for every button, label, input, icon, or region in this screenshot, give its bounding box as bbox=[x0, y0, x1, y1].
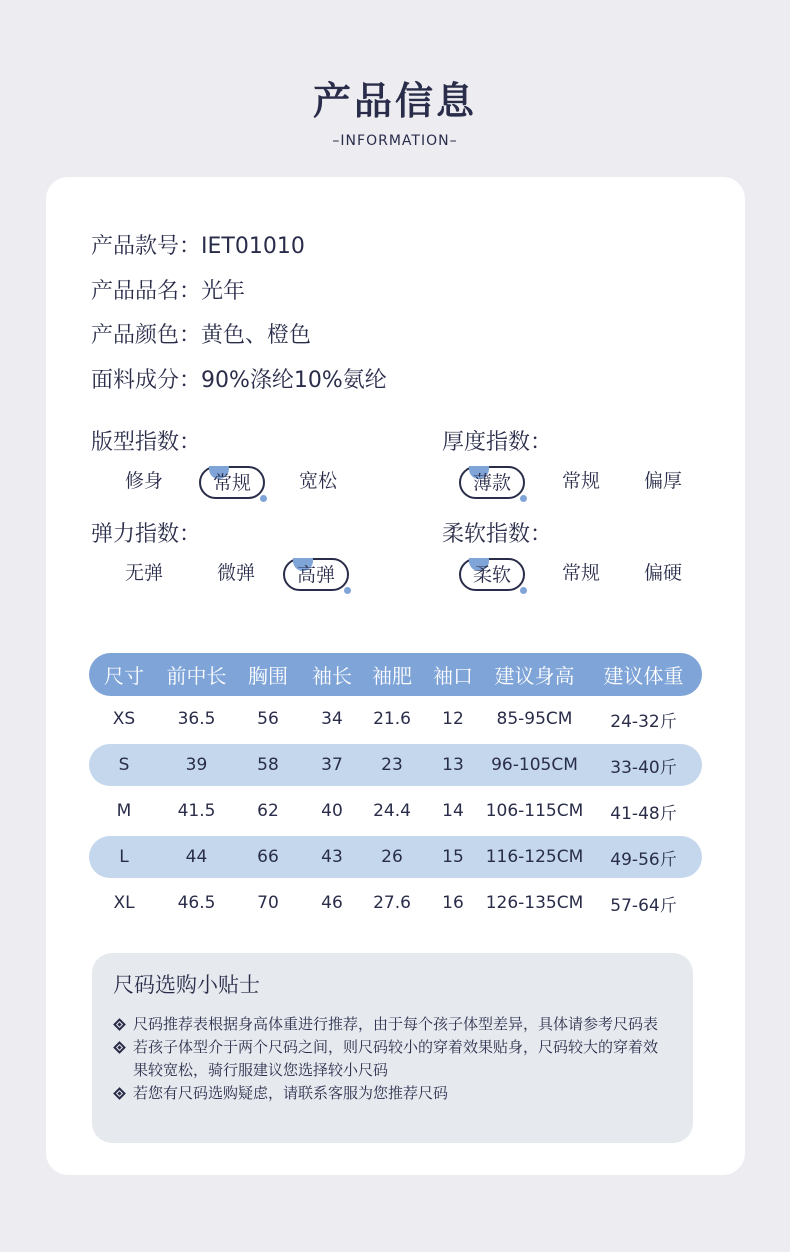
table-cell: 40 bbox=[321, 801, 343, 821]
table-cell: 34 bbox=[321, 709, 343, 729]
header-chest: 胸围 bbox=[248, 664, 288, 688]
tip-item bbox=[113, 1082, 673, 1105]
diamond-bullet-icon bbox=[113, 1082, 133, 1105]
diamond-bullet-icon bbox=[113, 1013, 133, 1036]
table-cell: 70 bbox=[257, 893, 279, 913]
table-cell: 43 bbox=[321, 847, 343, 867]
product-name: 产品品名：光年 bbox=[91, 278, 246, 304]
page-title: 产品信息 bbox=[312, 79, 477, 123]
table-cell: 37 bbox=[321, 755, 343, 775]
table-row bbox=[89, 788, 702, 834]
elastic-option-slight: 微弹 bbox=[216, 562, 255, 584]
thickness-option-thick: 偏厚 bbox=[643, 470, 682, 492]
softness-option-soft-selected: 柔软 bbox=[459, 558, 525, 591]
table-cell: 106-115CM bbox=[485, 801, 584, 821]
table-cell: 24-32斤 bbox=[610, 711, 677, 732]
table-cell: 126-135CM bbox=[485, 893, 584, 913]
fit-index bbox=[91, 425, 411, 506]
tip-text: 若孩子体型介于两个尺码之间，则尺码较小的穿着效果贴身，尺码较大的穿着效果较宽松，骑行服建议您选择较小尺码 bbox=[133, 1038, 659, 1079]
diamond-bullet-icon bbox=[113, 1036, 133, 1082]
table-cell: 41.5 bbox=[177, 801, 216, 821]
header-height: 建议身高 bbox=[494, 664, 575, 688]
elastic-index-options bbox=[91, 558, 411, 598]
table-cell: 62 bbox=[257, 801, 279, 821]
fit-option-regular-selected: 常规 bbox=[199, 466, 265, 499]
fit-option-slim: 修身 bbox=[124, 470, 163, 492]
table-cell: 58 bbox=[257, 755, 279, 775]
table-cell: 13 bbox=[442, 755, 464, 775]
page-subtitle: –INFORMATION– bbox=[332, 133, 458, 149]
elastic-option-none: 无弹 bbox=[124, 562, 163, 584]
fit-index-options bbox=[91, 466, 411, 506]
header-front-length: 前中长 bbox=[166, 664, 227, 688]
header-sleeve-length: 袖长 bbox=[312, 664, 352, 688]
table-row bbox=[89, 744, 702, 786]
tips-title: 尺码选购小贴士 bbox=[113, 973, 260, 997]
table-cell: 36.5 bbox=[177, 709, 216, 729]
product-code: 产品款号：IET01010 bbox=[91, 234, 305, 259]
tip-item bbox=[113, 1013, 673, 1036]
table-cell: 85-95CM bbox=[496, 709, 573, 729]
table-cell: S bbox=[118, 755, 130, 775]
elastic-index bbox=[91, 517, 411, 598]
product-info bbox=[91, 225, 387, 403]
table-cell: 96-105CM bbox=[491, 755, 578, 775]
softness-index bbox=[442, 517, 762, 598]
softness-option-regular: 常规 bbox=[561, 562, 600, 584]
table-row bbox=[89, 696, 702, 742]
tip-text: 尺码推荐表根据身高体重进行推荐，由于每个孩子体型差异，具体请参考尺码表 bbox=[133, 1015, 659, 1033]
thickness-option-thin-selected: 薄款 bbox=[459, 466, 525, 499]
tip-item bbox=[113, 1036, 673, 1082]
table-cell: 23 bbox=[381, 755, 403, 775]
header-size: 尺寸 bbox=[104, 664, 144, 688]
table-row bbox=[89, 836, 702, 878]
table-cell: 56 bbox=[257, 709, 279, 729]
thickness-index bbox=[442, 425, 762, 506]
softness-index-options bbox=[442, 558, 762, 598]
table-cell: 116-125CM bbox=[485, 847, 584, 867]
table-cell: 44 bbox=[185, 847, 208, 867]
table-cell: 14 bbox=[442, 801, 464, 821]
tip-text: 若您有尺码选购疑虑，请联系客服为您推荐尺码 bbox=[133, 1084, 449, 1102]
fit-index-label: 版型指数： bbox=[91, 430, 202, 455]
page-header bbox=[0, 70, 790, 149]
table-cell: 15 bbox=[442, 847, 464, 867]
table-cell: 46.5 bbox=[177, 893, 216, 913]
size-table-header bbox=[89, 653, 702, 696]
softness-index-label: 柔软指数： bbox=[442, 522, 553, 547]
product-color: 产品颜色：黄色、橙色 bbox=[91, 323, 312, 348]
table-cell: L bbox=[119, 847, 129, 867]
table-cell: 26 bbox=[381, 847, 403, 867]
fabric-composition: 面料成分：90%涤纶10%氨纶 bbox=[91, 367, 387, 393]
softness-option-hard: 偏硬 bbox=[643, 562, 682, 584]
size-tips bbox=[92, 953, 693, 1143]
table-cell: 27.6 bbox=[373, 893, 411, 913]
info-card bbox=[46, 177, 745, 1175]
table-cell: 33-40斤 bbox=[610, 757, 677, 778]
thickness-index-label: 厚度指数： bbox=[442, 430, 553, 455]
table-cell: 16 bbox=[442, 893, 464, 913]
elastic-index-label: 弹力指数： bbox=[91, 522, 202, 547]
size-table bbox=[89, 653, 702, 926]
table-cell: 39 bbox=[185, 755, 208, 775]
table-cell: 57-64斤 bbox=[610, 895, 677, 916]
table-cell: 49-56斤 bbox=[610, 849, 677, 870]
elastic-option-high-selected: 高弹 bbox=[283, 558, 349, 591]
table-row bbox=[89, 880, 702, 926]
header-cuff: 袖口 bbox=[433, 664, 473, 688]
header-sleeve-width: 袖肥 bbox=[372, 664, 412, 688]
table-cell: 21.6 bbox=[373, 709, 411, 729]
table-cell: XL bbox=[113, 893, 135, 913]
table-cell: XS bbox=[112, 709, 136, 729]
fit-option-loose: 宽松 bbox=[298, 470, 337, 492]
thickness-index-options bbox=[442, 466, 762, 506]
table-cell: 66 bbox=[257, 847, 279, 867]
table-cell: 46 bbox=[321, 893, 343, 913]
table-cell: M bbox=[116, 801, 132, 821]
thickness-option-regular: 常规 bbox=[561, 470, 600, 492]
table-cell: 12 bbox=[442, 709, 464, 729]
table-cell: 41-48斤 bbox=[610, 803, 677, 824]
header-weight: 建议体重 bbox=[603, 664, 684, 688]
table-cell: 24.4 bbox=[373, 801, 411, 821]
